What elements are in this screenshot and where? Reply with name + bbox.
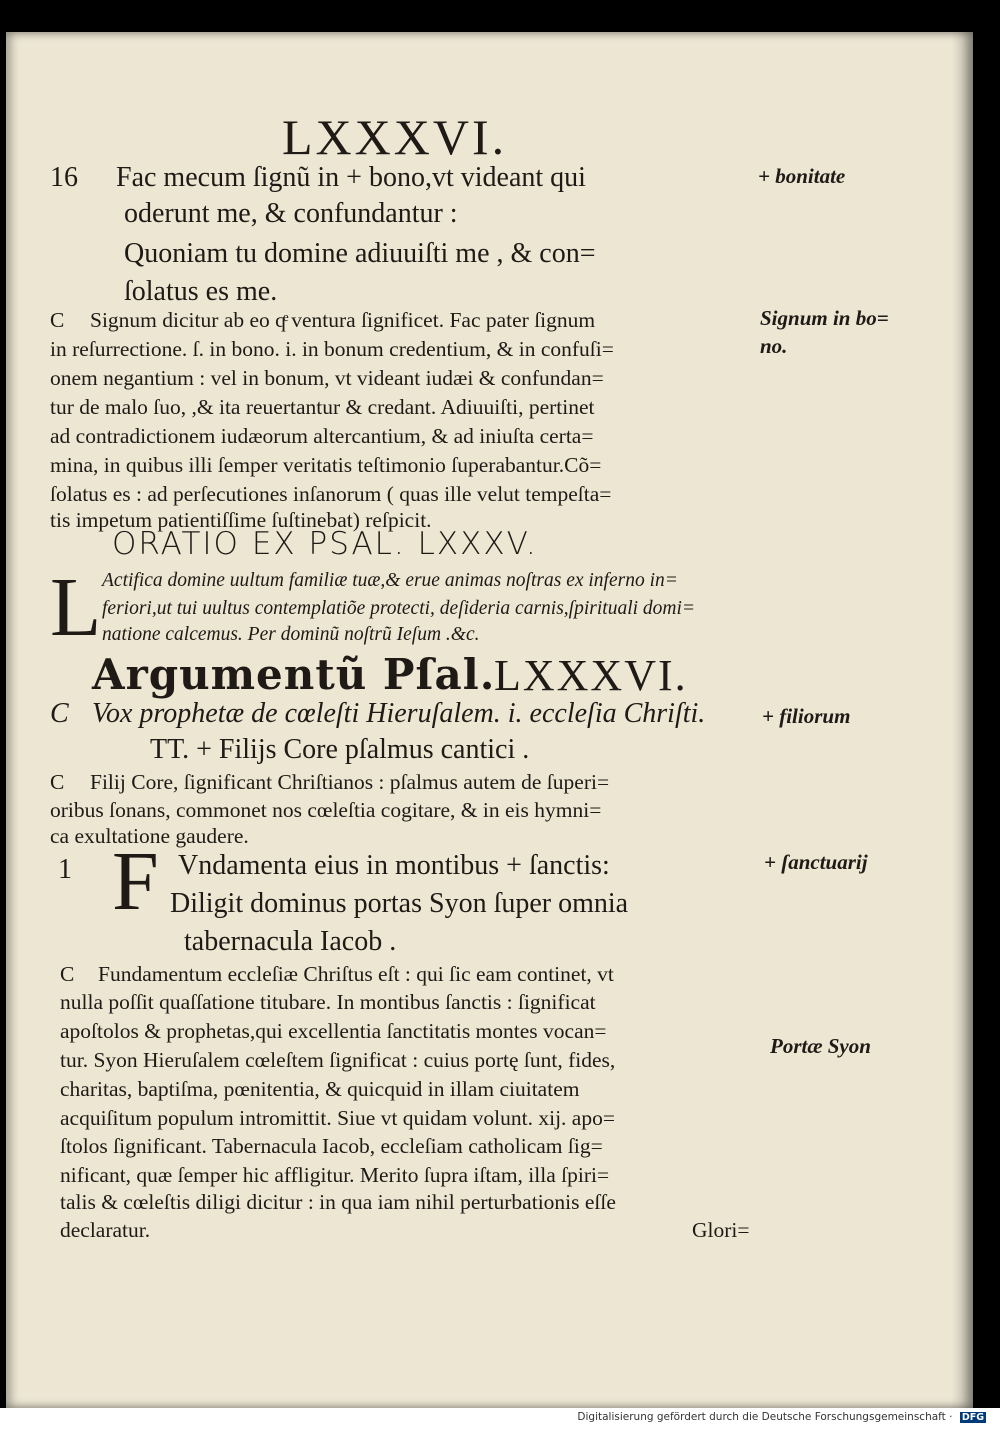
verse-number: 16 xyxy=(50,162,78,193)
commentary-line: ca exultatione gaudere. xyxy=(50,824,249,848)
commentary-line: tur de malo ſuo, ,& ita reuertantur & credant. Adiuuiſti, pertinet xyxy=(50,395,595,419)
drop-initial-L: L xyxy=(50,561,102,654)
paragraph-mark: C xyxy=(60,962,75,986)
commentary-line: oribus ſonans, commonet nos cœleſtia cogitare, & in eis hymni= xyxy=(50,798,602,822)
verse-line: Quoniam tu domine adiuuiſti me , & con= xyxy=(124,238,596,269)
verse-number: 1 xyxy=(58,854,72,885)
commentary-line: apoſtolos & prophetas,qui excellentia ſanctitatis montes vocan= xyxy=(60,1019,607,1043)
commentary-line: in reſurrectione. ſ. in bono. i. in bonum credentium, & in confuſi= xyxy=(50,337,614,361)
argumentum-heading: Argumentũ Pſal. xyxy=(92,650,496,699)
verse-line: Vndamenta eius in montibus + ſanctis: xyxy=(178,850,610,881)
marginal-note-bonitate: + bonitate xyxy=(758,164,846,188)
vox-line: Vox prophetæ de cœleſti Hieruſalem. i. eccleſia Chriſti. xyxy=(92,698,706,729)
commentary-line: talis & cœleſtis diligi dicitur : in qua iam nihil perturbationis eſſe xyxy=(60,1190,616,1214)
paragraph-mark: C xyxy=(50,770,65,794)
verse-line: tabernacula Iacob . xyxy=(184,926,397,957)
commentary-line: ſtolos ſignificant. Tabernacula Iacob, eccleſiam catholicam ſig= xyxy=(60,1134,603,1158)
argumentum-numeral: LXXXVI. xyxy=(494,651,688,700)
marginal-note-sanctuarii: + ſanctuarij xyxy=(764,850,868,874)
catchword: Glori= xyxy=(692,1218,750,1242)
commentary-line: onem negantium : vel in bonum, vt videant iudæi & confundan= xyxy=(50,366,604,390)
drop-initial-F: F xyxy=(112,835,159,928)
digitization-footer xyxy=(577,1411,986,1423)
paragraph-mark: C xyxy=(50,698,69,729)
commentary-last-line: declaratur. xyxy=(60,1218,151,1242)
oratio-line: natione calcemus. Per dominũ noſtrũ Ieſum .&c. xyxy=(102,624,480,645)
commentary-line: Filij Core, ſignificant Chriſtianos : pſalmus autem de ſuperi= xyxy=(90,770,610,794)
oratio-line: feriori,ut tui uultus contemplatiõe protecti, deſideria carnis,ſpirituali domi= xyxy=(102,598,696,619)
commentary-line: ad contradictionem iudæorum altercantium, & ad iniuſta certa= xyxy=(50,424,594,448)
paragraph-mark: C xyxy=(50,308,65,332)
oratio-title: ORATIO EX PSAL. LXXXV. xyxy=(112,526,538,562)
marginal-note-signum: no. xyxy=(760,334,788,358)
commentary-line: charitas, baptiſma, pœnitentia, & quicquid in illam ciuitatem xyxy=(60,1077,580,1101)
marginal-note-signum: Signum in bo= xyxy=(760,306,889,330)
title-line: TT. + Filijs Core pſalmus cantici . xyxy=(150,734,530,765)
verse-line: Diligit dominus portas Syon ſuper omnia xyxy=(170,888,629,919)
verse-line: Fac mecum ſignũ in + bono,vt videant qui xyxy=(116,162,586,193)
verse-line: oderunt me, & confundantur : xyxy=(124,198,458,229)
commentary-line: acquiſitum populum intromittit. Siue vt quidam volunt. xij. apo= xyxy=(60,1106,615,1130)
marginal-note-filiorum: + filiorum xyxy=(762,704,851,728)
marginal-note-porta: Portæ Syon xyxy=(770,1034,871,1058)
dfg-logo: DFG xyxy=(961,1412,984,1423)
footer-text: Digitalisierung gefördert durch die Deutsche Forschungsgemeinschaft · xyxy=(577,1411,953,1423)
commentary-line: nificant, quæ ſemper hic affligitur. Merito ſupra iſtam, illa ſpiri= xyxy=(60,1163,610,1187)
commentary-line: Signum dicitur ab eo qͤ ventura ſignificet. Fac pater ſignum xyxy=(90,308,596,332)
commentary-line: nulla poſſit quaſſatione titubare. In montibus ſanctis : ſignificat xyxy=(60,990,596,1014)
commentary-line: Fundamentum eccleſiæ Chriſtus eſt : qui ſic eam continet, vt xyxy=(98,962,614,986)
oratio-line: Actifica domine uultum familiæ tuæ,& erue animas noſtras ex inferno in= xyxy=(102,570,678,591)
book-page xyxy=(6,32,973,1408)
commentary-line: tis impetum patientiſſime ſuſtinebat) reſpicit. xyxy=(50,508,432,532)
commentary-line: ſolatus es : ad perſecutiones inſanorum ( quas ille velut tempeſta= xyxy=(50,482,612,506)
verse-line: ſolatus es me. xyxy=(124,276,278,307)
commentary-line: tur. Syon Hieruſalem cœleſtem ſignificat : cuius portę ſunt, fides, xyxy=(60,1048,616,1072)
running-heading: LXXXVI. xyxy=(282,109,508,165)
commentary-line: mina, in quibus illi ſemper veritatis teſtimonio ſuperabantur.Cõ= xyxy=(50,453,602,477)
page-edge-shadow xyxy=(951,32,973,1408)
